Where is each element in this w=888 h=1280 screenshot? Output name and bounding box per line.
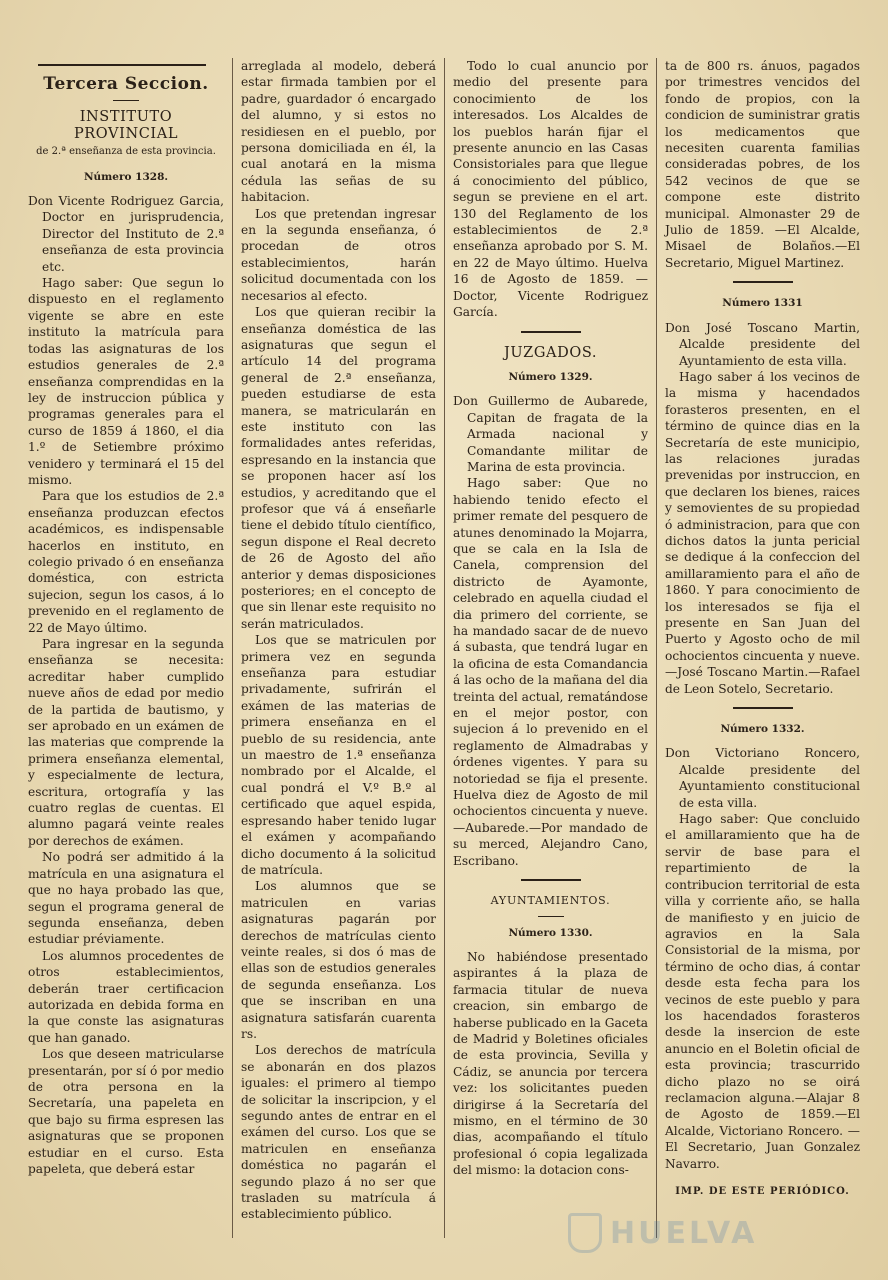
paragraph: Los que quieran recibir la enseñanza doméstica de las asignaturas que segun el artículo 14 del programa general de 2.ª enseñanza, pueden estudiarse de esta manera, se matricularán en este instituto con las formalidades antes referidas, espresando en la instancia que se proponen hacer así los estudios, y acreditando que el profesor que vá á enseñarle tiene el debido título científico, segun dispone el Real decreto de 26 de Agosto del año anterior y demas disposiciones posteriores; en el concepto de que sin llenar este requisito no serán matriculados. [241,305,436,631]
notice-intro: Don Victoriano Roncero, Alcalde presidente del Ayuntamiento constitucional de esta villa. [665,746,860,810]
paragraph: Hago saber á los vecinos de la misma y hacendados forasteros presenten, en el término de quince dias en la Secretaría de este municipio, las relaciones juradas prevenidas por instruccion, en que declaren los bienes, raices y semovientes de su propiedad ó administracion, para que con dichos datos la junta pericial se dedique á la confeccion del amillaramiento para el año de 1860. Y para conocimiento de los interesados se fija el presente en San Juan del Puerto y Agosto ocho de mil ochocientos cincuenta y nueve.—José Toscano Martin.—Rafael de Leon Sotelo, Secretario. [665,369,860,696]
paragraph: Hago saber: Que no habiendo tenido efecto el primer remate del pesquero de atunes denominado la Mojarra, que se cala en la Isla de Canela, comprension del districto de Ayamonte, celebrado en aquella ciudad el dia primero del corriente, se ha mandado sacar de de nuevo á subasta, que tendrá lugar en la oficina de esta Comandancia á las ocho de la mañana del dia treinta del actual, rematándose en el mejor postor, con sujecion á lo prevenido en el reglamento de Almadrabas y órdenes vigentes. Y para su notoriedad se fija el presente. Huelva diez de Agosto de mil ochocientos cincuenta y nueve.—Aubarede.—Por mandado de su merced, Alejandro Cano, Escribano. [453,476,648,868]
divider [521,331,581,333]
institute-heading: INSTITUTO PROVINCIAL [73,109,179,142]
notice-intro: Don José Toscano Martin, Alcalde presidente del Ayuntamiento de esta villa. [665,320,860,368]
paragraph: arreglada al modelo, deberá estar firmada tambien por el padre, guardador ó encargado del alumno, y si estos no residiesen en el pueblo, por persona domiciliada en él, la cual anotará en la misma cédula las señas de su habitacion. [241,59,436,205]
section-title: Tercera Seccion. [43,74,209,94]
shield-icon [568,1213,602,1253]
paragraph: Para ingresar en la segunda enseñanza se necesita: acreditar haber cumplido nueve años de edad por medio de la partida de bautismo, y ser aprobado en un exámen de las materias que comprende la primera enseñanza elemental, y especialmente de lectura, escritura, ortografía y las cuatro reglas de cuentas. El alumno pagará veinte reales por derechos de exámen. [28,637,224,848]
columns [20,58,870,1238]
notice-number: Número 1329. [508,370,593,383]
divider [113,100,139,101]
paragraph: Los que deseen matricularse presentarán, por sí ó por medio de otra persona en la Secretaría, una papeleta en que bajo su firma espresen las asignaturas que se proponen estudiar en el curso. Esta papeleta, que deberá estar [28,1047,224,1176]
notice-intro: Don Vicente Rodriguez Garcia, Doctor en jurisprudencia, Director del Instituto de 2.ª enseñanza de esta provincia etc. [28,194,224,274]
divider [538,916,564,917]
paragraph: Hago saber: Que segun lo dispuesto en el reglamento vigente se abre en este instituto la matrícula para todas las asignaturas de los estudios generales de 2.ª enseñanza comprendidas en la ley de instruccion pública y programas generales para el curso de 1859 á 1860, el dia 1.º de Setiembre próximo venidero y terminará el 15 del mismo. [28,276,224,487]
paragraph: ta de 800 rs. ánuos, pagados por trimestres vencidos del fondo de propios, con la condicion de suministrar gratis los medicamentos que necesiten cuarenta familias consideradas pobres, de los 542 vecinos de que se compone este distrito municipal. Almonaster 29 de Julio de 1859. —El Alcalde, Misael de Bolaños.—El Secretario, Miguel Martinez. [665,59,860,270]
top-rule [38,64,206,66]
paragraph: Los que se matriculen por primera vez en segunda enseñanza para estudiar privadamente, sufrirán el exámen de las materias de primera enseñanza en el pueblo de su residencia, ante un maestro de 1.ª enseñanza nombrado por el Alcalde, el cual pondrá el V.º B.º al certificado que aquel espida, espresando haber tenido lugar el exámen y acompañando dicho documento á la solicitud de matrícula. [241,633,436,877]
divider [733,707,793,709]
paragraph: Los derechos de matrícula se abonarán en dos plazos iguales: el primero al tiempo de solicitar la inscripcion, y el segundo antes de entrar en el exámen del curso. Los que se matriculen en enseñanza doméstica no pagarán el segundo plazo á no ser que trasladen su matrícula á establecimiento público. [241,1043,436,1222]
notice-number: Número 1332. [720,723,805,736]
column-4 [656,58,868,1238]
paragraph: Los alumnos procedentes de otros establecimientos, deberán traer certificacion autorizada en debida forma en la que conste las asignaturas que han ganado. [28,948,224,1045]
notice-number: Número 1331 [722,297,803,310]
divider [733,281,793,283]
column-2 [232,58,444,1238]
paragraph: Hago saber: Que concluido el amillaramiento que ha de servir de base para el repartimiento de la contribucion territorial de esta villa y corriente año, se halla de manifiesto y en juicio de agravios en la Sala Consistorial de la misma, por término de ocho dias, á contar desde esta fecha para los vecinos de este pueblo y para los hacendados forasteros desde la insercion de este anuncio en el Boletin oficial de esta provincia; trascurrido dicho plazo no se oirá reclamacion alguna.—Alajar 8 de Agosto de 1859.—El Alcalde, Victoriano Roncero. —El Secretario, Juan Gonzalez Navarro. [665,812,860,1171]
paragraph: Los alumnos que se matriculen en varias asignaturas pagarán por derechos de matrículas ciento veinte reales, si dos ó mas de ellas son de estudios generales de segunda enseñanza. Los que se inscriban en una asignatura satisfarán cuarenta rs. [241,879,436,1041]
paragraph: Todo lo cual anuncio por medio del presente para conocimiento de los interesados. Los Alcaldes de los pueblos harán fijar el presente anuncio en las Casas Consistoriales para que llegue á conocimiento del público, segun se previene en el art. 130 del Reglamento de los establecimientos de 2.ª enseñanza aprobado por S. M. en 22 de Mayo último. Huelva 16 de Agosto de 1859. —Doctor, Vicente Rodriguez García. [453,59,648,320]
column-1 [20,58,232,1238]
paragraph: Para que los estudios de 2.ª enseñanza produzcan efectos académicos, es indispensable hacerlos en instituto, en colegio privado ó en enseñanza doméstica, con estricta sujecion, segun los casos, á lo prevenido en el reglamento de 22 de Mayo último. [28,489,224,635]
imprint-line: IMP. DE ESTE PERIÓDICO. [675,1186,850,1197]
paragraph: Los que pretendan ingresar en la segunda enseñanza, ó procedan de otros establecimientos, harán solicitud documentada con los necesarios al efecto. [241,206,436,303]
institute-subheading: de 2.ª enseñanza de esta provincia. [36,146,216,158]
paragraph: No podrá ser admitido á la matrícula en una asignatura el que no haya probado las que, segun el programa general de segunda enseñanza, deben estudiar préviamente. [28,850,224,947]
councils-heading: AYUNTAMIENTOS. [490,894,611,908]
archive-watermark [568,1214,818,1252]
paragraph: No habiéndose presentado aspirantes á la plaza de farmacia titular de nueva creacion, sin embargo de haberse publicado en la Gaceta de Madrid y Boletines oficiales de esta provincia, Sevilla y Cádiz, se anuncia por tercera vez: los solicitantes pueden dirigirse á la Secretaría del mismo, en el término de 30 dias, acompañando el título profesional ó copia legalizada del mismo: la dotacion cons- [453,949,648,1178]
notice-number: Número 1328. [83,170,169,183]
watermark-text: HUELVA [610,1215,758,1251]
courts-heading: JUZGADOS. [503,344,598,361]
notice-intro: Don Guillermo de Aubarede, Capitan de fragata de la Armada nacional y Comandante militar de Marina de esta provincia. [453,394,648,474]
notice-number: Número 1330. [508,926,593,939]
column-3 [444,58,656,1238]
divider [521,879,581,881]
